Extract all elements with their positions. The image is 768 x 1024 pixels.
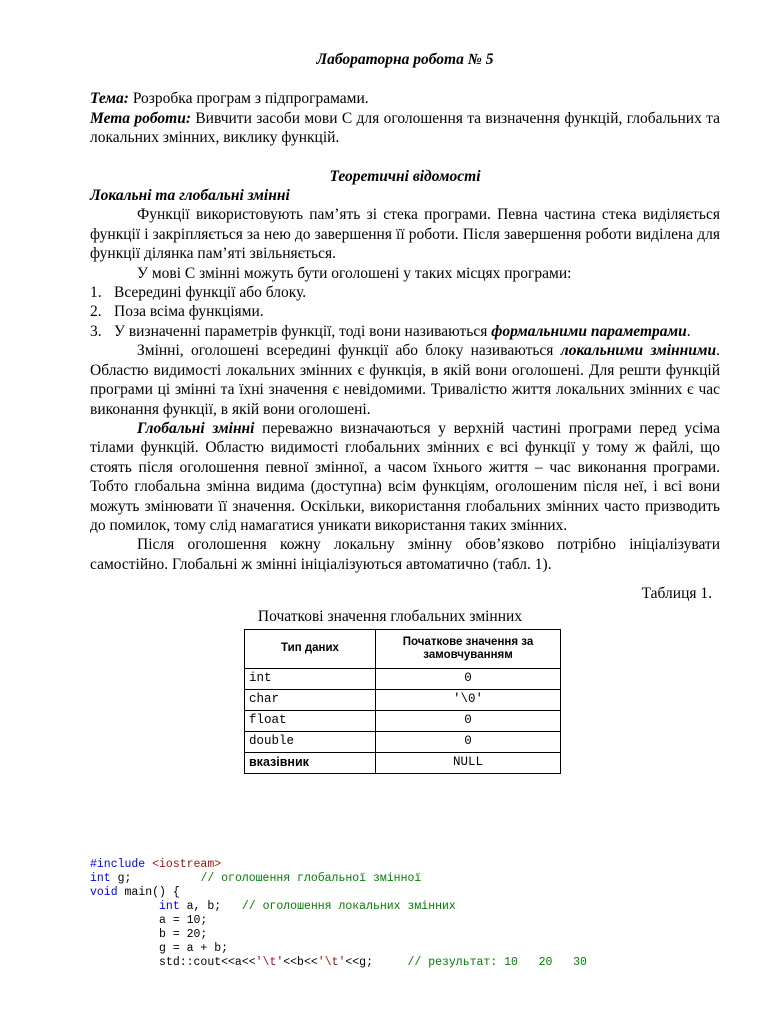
bold-term: Глобальні змінні (137, 419, 255, 437)
paragraph-1: Функції використовують пам’ять зі стека програми. Певна частина стека виділяється функції і закріпляється за нею до завершення її роботи. Після завершення роботи виділена для функції ділянка пам’яті звільняється. (90, 206, 720, 263)
list-item: 1. Всередині функції або блоку. (90, 284, 307, 302)
paragraph-3: Змінні, оголошені всередині функції або блоку називаються локальними змінними. Областю видимості локальних змінних є функція, в якій вони оголошені. Для решти функцій програми ці змінні та їхні значення є невідомими. Тривалістю життя локальних змінних є час виконання функції, в якій вони оголошені. (90, 342, 720, 418)
code-comment: // оголошення глобальної змінної (200, 872, 422, 885)
table-cell: 0 (376, 710, 561, 731)
goal-line (90, 109, 720, 148)
code-output: 10 20 30 (497, 956, 587, 969)
table-row (245, 752, 561, 773)
section-title: Теоретичні відомості (329, 167, 481, 185)
table-header-cell: Тип даних (245, 629, 376, 668)
code-comment: // оголошення локальних змінних (241, 900, 456, 913)
table-row (245, 689, 561, 710)
paragraph-4: Глобальні змінні переважно визначаються у верхній частині програми перед усіма тілами функцій. Областю видимості глобальних змінних є всі функції у тому ж файлі, що стоять після оголошення певної змінної, а часом їхнього життя – час виконання програми. Тобто глобальна змінна видима (доступна) всім функціям, оголошеним після неї, і всі вони можуть змінювати її значення. Оскільки, використання глобальних змінних часто призводить до помилок, тому слід намагатися уникати використання таких змінних. (90, 419, 720, 534)
table-cell: NULL (376, 752, 561, 773)
list-item: 2. Поза всіма функціями. (90, 303, 264, 321)
paragraph-2: У мові С змінні можуть бути оголошені у таких місцях програми: (137, 264, 572, 282)
table-cell: char (245, 689, 376, 710)
table-header-row (245, 629, 561, 668)
topic-label: Тема: (90, 90, 129, 108)
table-row (245, 731, 561, 752)
table-cell: 0 (376, 731, 561, 752)
table-header-cell: Початкове значення за замовчуванням (376, 629, 561, 668)
bold-term: формальними параметрами (491, 322, 687, 340)
topic-text: Розробка програм з підпрограмами. (132, 90, 369, 108)
table-label: Таблиця 1. (641, 585, 712, 603)
goal-label: Мета роботи: (90, 109, 191, 127)
table-cell: double (245, 731, 376, 752)
table-cell: float (245, 710, 376, 731)
bold-term: локальними змінними (560, 342, 717, 360)
code-listing: #include <iostream> int g; // оголошення глобальної змінної void main() { int a, b; // оголошення локальних змінних a = 10; b = 20; g = a + b; std::cout<<a<<'\t'<<b<<'\t'<<g; // результат: 10 20 30 (90, 858, 587, 969)
table-cell: 0 (376, 668, 561, 689)
placement-list (90, 283, 720, 341)
table-cell: вказівник (245, 752, 376, 773)
list-item: 3. У визначенні параметрів функції, тоді вони називаються формальними параметрами. (90, 322, 691, 340)
page-title: Лабораторна робота № 5 (316, 51, 494, 68)
table-title: Початкові значення глобальних змінних (257, 607, 523, 625)
table-cell: '\0' (376, 689, 561, 710)
code-comment: // результат: (407, 956, 498, 969)
table-row (245, 710, 561, 731)
defaults-table (244, 629, 561, 774)
subsection-title: Локальні та глобальні змінні (90, 187, 290, 205)
table-cell: int (245, 668, 376, 689)
table-row (245, 668, 561, 689)
document-page (90, 50, 720, 774)
paragraph-5: Після оголошення кожну локальну змінну обов’язково потрібно ініціалізувати самостійно. Глобальні ж змінні ініціалізуються автоматично (табл. 1). (90, 536, 720, 573)
topic-line (90, 89, 720, 108)
goal-text: Вивчити засоби мови С для оголошення та визначення функцій, глобальних та локальних змінних, виклику функцій. (90, 109, 721, 147)
